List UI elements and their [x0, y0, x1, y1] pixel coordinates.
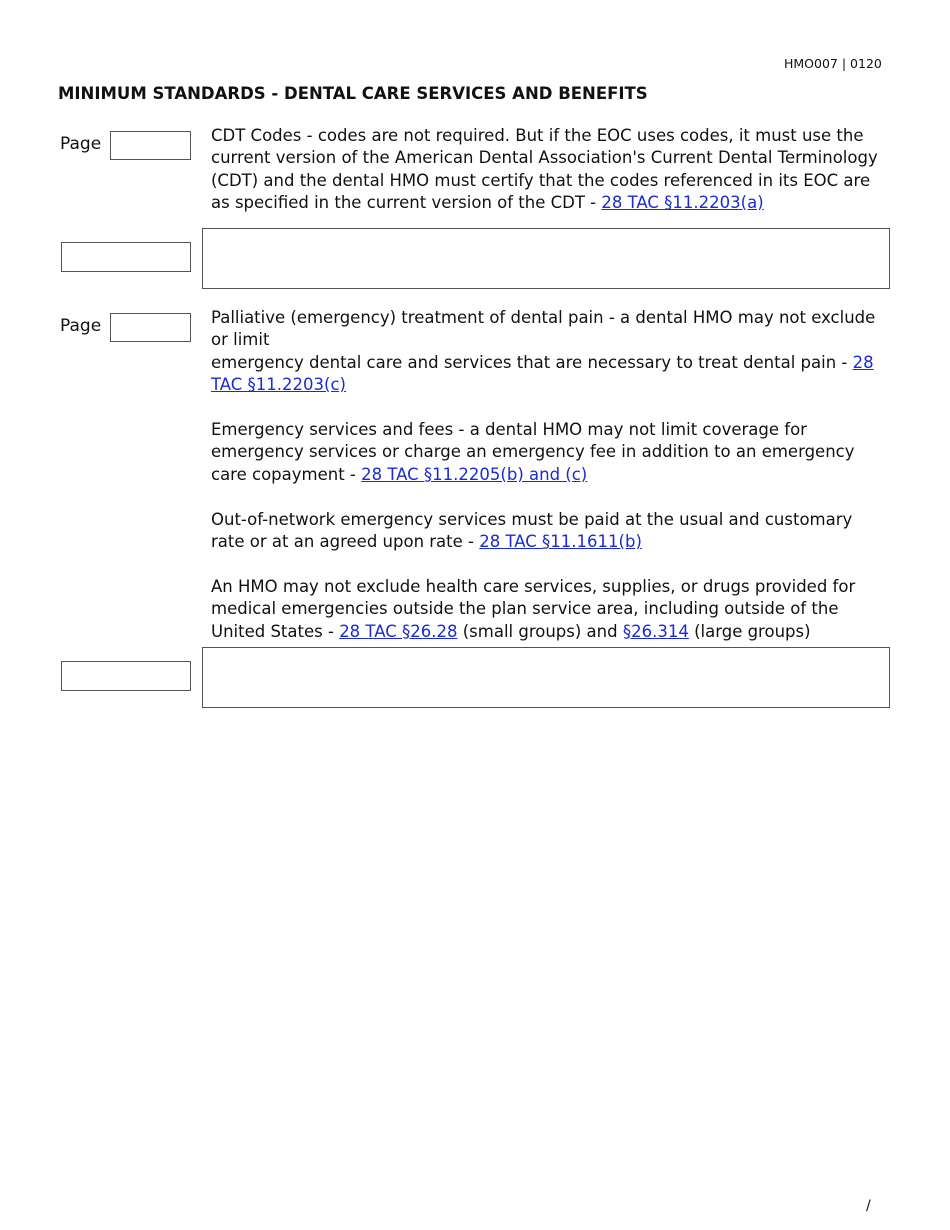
section-2-page-label: Page: [60, 316, 102, 336]
form-id: HMO007 | 0120: [784, 56, 882, 71]
outside-service-area-paragraph: [211, 576, 891, 643]
out-of-network-paragraph: [211, 509, 891, 554]
palliative-line-1: Palliative (emergency) treatment of dental pain - a dental HMO may not exclude or limit: [211, 308, 876, 350]
link-28-tac-11-2205bc[interactable]: 28 TAC §11.2205(b) and (c): [361, 464, 588, 484]
page-indicator: /: [866, 1198, 871, 1214]
link-28-tac-26-28[interactable]: 28 TAC §26.28: [339, 621, 458, 641]
cdt-codes-paragraph: [211, 125, 891, 215]
palliative-treatment-paragraph: [211, 307, 891, 397]
emergency-fees-paragraph: [211, 419, 891, 486]
page-title: MINIMUM STANDARDS - DENTAL CARE SERVICES AND BENEFITS: [58, 84, 648, 103]
section-2-page-input[interactable]: [110, 313, 191, 342]
section-1-page-input[interactable]: [110, 131, 191, 160]
link-26-314[interactable]: §26.314: [622, 621, 689, 641]
link-28-tac-11-2203a[interactable]: 28 TAC §11.2203(a): [601, 193, 764, 213]
large-groups-text: (large groups): [688, 621, 811, 641]
emergency-fees-text: Emergency services and fees - a dental HMO may not limit coverage for emergency services or charge an emergency fee in addition to an emergency care copayment -: [211, 420, 855, 484]
out-of-network-text: Out-of-network emergency services must be paid at the usual and customary rate or at an agreed upon rate -: [211, 509, 853, 552]
section-2-small-input[interactable]: [61, 661, 191, 691]
section-1-small-input[interactable]: [61, 242, 191, 272]
small-groups-text: (small groups) and: [457, 621, 623, 641]
outside-service-area-text: An HMO may not exclude health care services, supplies, or drugs provided for medical emergencies outside the plan service area, including outside of the United States -: [211, 576, 856, 641]
section-1-text: [211, 125, 891, 215]
section-1-comment-box[interactable]: [202, 228, 890, 289]
section-1-page-label: Page: [60, 134, 102, 154]
cdt-codes-text: CDT Codes - codes are not required. But if the EOC uses codes, it must use the current version of the American Dental Association's Current Dental Terminology (CDT) and the dental HMO must certify that the codes referenced in its EOC are as specified in the current version of the CDT -: [211, 126, 878, 213]
palliative-line-2: emergency dental care and services that are necessary to treat dental pain -: [211, 352, 853, 372]
link-28-tac-11-2203c[interactable]: 28 TAC §11.2203(c): [211, 352, 874, 395]
section-2-comment-box[interactable]: [202, 647, 890, 708]
link-28-tac-11-1611b[interactable]: 28 TAC §11.1611(b): [479, 532, 642, 552]
section-2-text: [211, 307, 891, 643]
